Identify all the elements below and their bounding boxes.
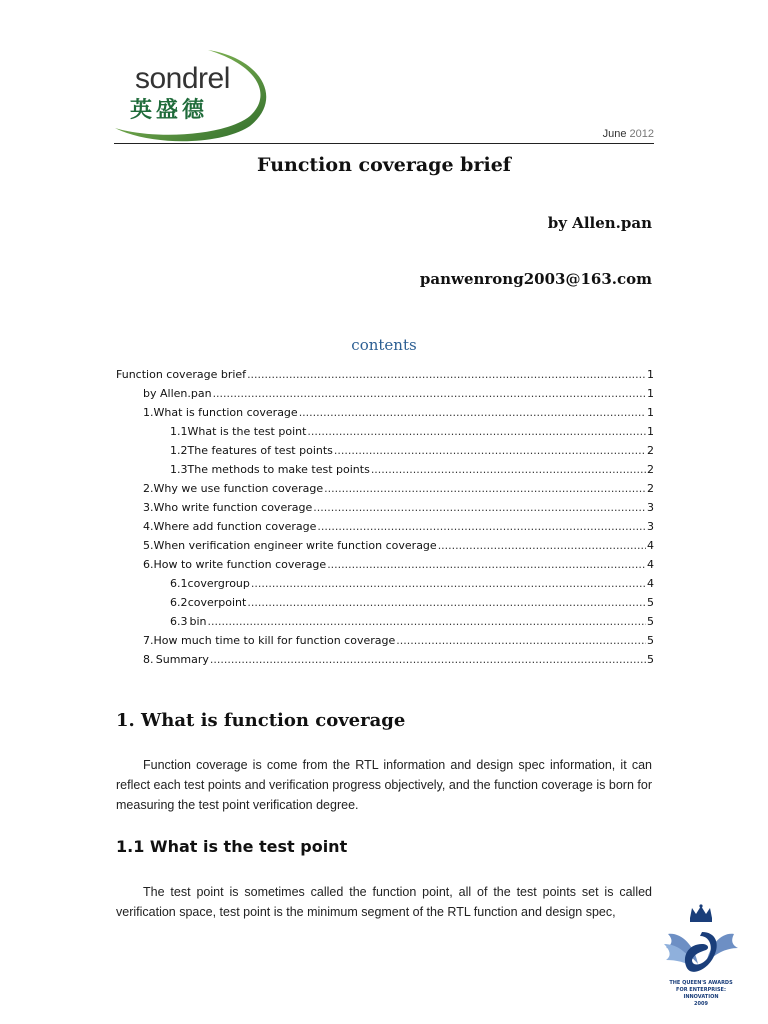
toc-label: Function coverage brief — [116, 368, 247, 381]
toc-label: bin — [189, 615, 207, 628]
toc-page: 1 — [647, 368, 654, 381]
toc-entry[interactable] — [116, 650, 654, 669]
toc-leader — [207, 612, 646, 631]
toc-label: What is the test point — [187, 425, 307, 438]
toc-entry[interactable] — [116, 498, 654, 517]
toc-entry[interactable] — [116, 479, 654, 498]
toc-page: 2 — [647, 444, 654, 457]
toc-entry[interactable] — [116, 365, 654, 384]
contents-heading: contents — [351, 336, 417, 354]
paragraph-text: Function coverage is come from the RTL information and design spec information, it can reflect each test points and verification progress objectively, and the function coverage is born for measuring the test point verification degree. — [116, 758, 652, 812]
toc-leader — [299, 403, 646, 422]
toc-number: 6.2 — [170, 596, 188, 609]
sondrel-logo — [110, 48, 280, 146]
toc-number: 1. — [143, 406, 154, 419]
toc-label: covergroup — [187, 577, 250, 590]
toc-entry[interactable] — [116, 593, 654, 612]
paragraph-text: The test point is sometimes called the function point, all of the test points set is called verification space, test point is the minimum segment of the RTL function and design spec, — [116, 885, 652, 919]
header-year: 2012 — [629, 128, 654, 140]
toc-number: 5. — [143, 539, 154, 552]
toc-leader — [327, 555, 646, 574]
toc-page: 3 — [647, 501, 654, 514]
toc-leader — [334, 441, 646, 460]
header-month: June — [602, 128, 627, 140]
header-rule — [114, 143, 654, 144]
toc-number: 1.3 — [170, 463, 188, 476]
toc-entry[interactable] — [116, 460, 654, 479]
toc-page: 4 — [647, 539, 654, 552]
section-paragraph — [116, 882, 652, 922]
toc-leader — [210, 650, 646, 669]
section-heading: 1. What is function coverage — [116, 710, 406, 731]
toc-label: Summary — [155, 653, 209, 666]
toc-label: Where add function coverage — [153, 520, 317, 533]
toc-label: Who write function coverage — [153, 501, 313, 514]
toc-number: 6.1 — [170, 577, 188, 590]
toc-entry[interactable] — [116, 441, 654, 460]
toc-page: 4 — [647, 558, 654, 571]
toc-leader — [438, 536, 646, 555]
header-date — [603, 128, 654, 140]
toc-entry[interactable] — [116, 536, 654, 555]
toc-label: How to write function coverage — [153, 558, 327, 571]
toc-leader — [247, 593, 646, 612]
toc-number: 3. — [143, 501, 154, 514]
table-of-contents — [116, 365, 654, 669]
toc-page: 2 — [647, 482, 654, 495]
author-line: by Allen.pan — [547, 214, 652, 232]
toc-entry[interactable] — [116, 574, 654, 593]
logo-wordmark: sondrel — [135, 62, 230, 95]
toc-entry[interactable] — [116, 555, 654, 574]
section-paragraph — [116, 755, 652, 815]
toc-page: 1 — [647, 387, 654, 400]
toc-leader — [396, 631, 646, 650]
toc-page: 5 — [647, 653, 654, 666]
toc-label: by Allen.pan — [143, 387, 212, 400]
toc-number: 8. — [143, 653, 154, 666]
toc-page: 5 — [647, 615, 654, 628]
award-line: INNOVATION — [683, 994, 719, 1000]
author-email: panwenrong2003@163.com — [419, 270, 652, 288]
toc-label: When verification engineer write function coverage — [153, 539, 437, 552]
toc-entry[interactable] — [116, 612, 654, 631]
toc-leader — [251, 574, 646, 593]
toc-leader — [213, 384, 646, 403]
toc-entry[interactable] — [116, 384, 654, 403]
toc-leader — [317, 517, 646, 536]
toc-leader — [324, 479, 646, 498]
toc-page: 5 — [647, 634, 654, 647]
toc-number: 6.3 — [170, 615, 188, 628]
award-caption — [660, 980, 742, 1008]
toc-entry[interactable] — [116, 517, 654, 536]
toc-number: 4. — [143, 520, 154, 533]
toc-page: 4 — [647, 577, 654, 590]
subsection-heading: 1.1 What is the test point — [116, 837, 348, 856]
award-line: THE QUEEN'S AWARDS — [669, 980, 733, 986]
toc-label: coverpoint — [187, 596, 247, 609]
toc-entry[interactable] — [116, 403, 654, 422]
toc-label: How much time to kill for function coverage — [153, 634, 396, 647]
toc-number: 2. — [143, 482, 154, 495]
toc-page: 2 — [647, 463, 654, 476]
award-line: 2009 — [694, 1001, 708, 1007]
toc-page: 5 — [647, 596, 654, 609]
toc-leader — [307, 422, 646, 441]
toc-leader — [247, 365, 646, 384]
toc-label: Why we use function coverage — [153, 482, 324, 495]
toc-page: 3 — [647, 520, 654, 533]
toc-leader — [371, 460, 646, 479]
toc-entry[interactable] — [116, 631, 654, 650]
toc-page: 1 — [647, 425, 654, 438]
toc-page: 1 — [647, 406, 654, 419]
toc-label: The methods to make test points — [187, 463, 370, 476]
toc-leader — [313, 498, 646, 517]
toc-number: 7. — [143, 634, 154, 647]
toc-number: 1.1 — [170, 425, 188, 438]
toc-number: 1.2 — [170, 444, 188, 457]
award-line: FOR ENTERPRISE: — [676, 987, 726, 993]
document-title: Function coverage brief — [257, 154, 511, 176]
logo-chinese-name: 英盛德 — [130, 97, 209, 123]
toc-number: 6. — [143, 558, 154, 571]
toc-label: The features of test points — [187, 444, 333, 457]
toc-entry[interactable] — [116, 422, 654, 441]
toc-label: What is function coverage — [153, 406, 298, 419]
